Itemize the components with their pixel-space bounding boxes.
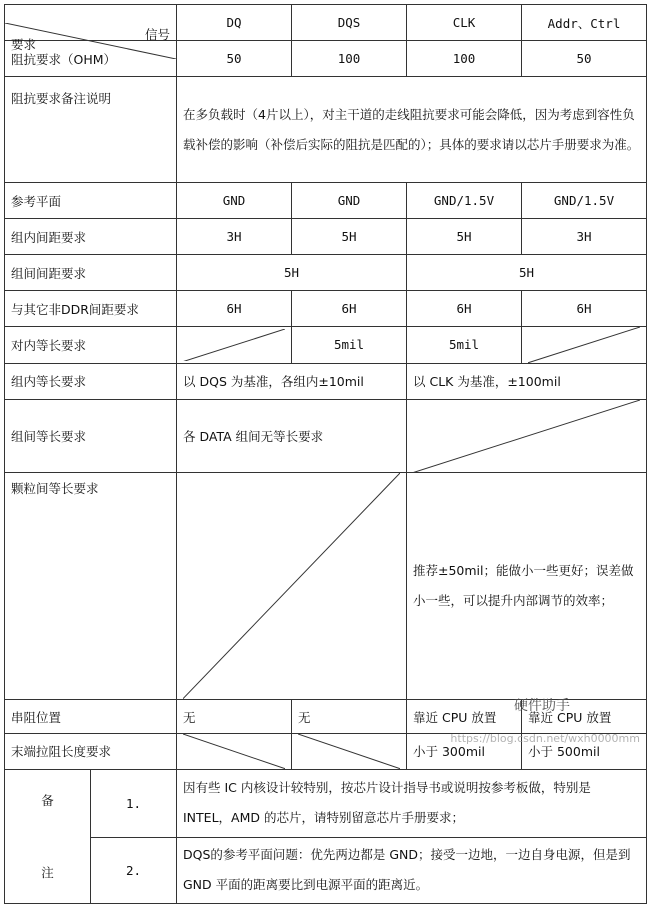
intra-spacing-dq: 3H	[177, 219, 292, 255]
impedance-dqs: 100	[292, 41, 407, 77]
remarks-label	[5, 769, 91, 903]
remark-2-text: DQS的参考平面问题：优先两边都是 GND；接受一边地，一边自身电源，但是到 GND 平面的距离要比到电源平面的距离近。	[177, 837, 647, 903]
other-spacing-dq: 6H	[177, 291, 292, 327]
other-spacing-clk: 6H	[407, 291, 522, 327]
remark-1-number: 1.	[91, 769, 177, 837]
requirement-header: 要求	[11, 36, 37, 52]
pair-length-dqs: 5mil	[292, 327, 407, 364]
remarks-label-top: 备	[41, 793, 54, 809]
pair-length-clk: 5mil	[407, 327, 522, 364]
col-header-addr-ctrl: Addr、Ctrl	[522, 5, 647, 41]
row-label-intra-spacing: 组内间距要求	[5, 219, 177, 255]
row-label-other-spacing: 与其它非DDR间距要求	[5, 291, 177, 327]
row-label-series-res: 串阻位置	[5, 700, 177, 734]
chip-length-data-empty	[177, 473, 407, 700]
other-spacing-dqs: 6H	[292, 291, 407, 327]
row-label-term-length: 末端拉阻长度要求	[5, 734, 177, 770]
intra-length-data: 以 DQS 为基准，各组内±10mil	[177, 363, 407, 399]
row-label-impedance-note: 阻抗要求备注说明	[5, 77, 177, 183]
header-diagonal-cell	[5, 5, 177, 52]
intra-spacing-clk: 5H	[407, 219, 522, 255]
row-label-intra-length: 组内等长要求	[5, 363, 177, 399]
impedance-clk: 100	[407, 41, 522, 77]
inter-length-data: 各 DATA 组间无等长要求	[177, 399, 407, 473]
pair-length-dq-empty	[177, 327, 292, 364]
ddr-routing-spec-table	[4, 4, 647, 904]
col-header-clk: CLK	[407, 5, 522, 41]
pair-length-addr-empty	[522, 327, 647, 364]
other-spacing-addr: 6H	[522, 291, 647, 327]
remark-1-text: 因有些 IC 内核设计较特别，按芯片设计指导书或说明按参考板做，特别是 INTEL，AMD 的芯片，请特别留意芯片手册要求；	[177, 769, 647, 837]
inter-spacing-data: 5H	[177, 255, 407, 291]
watermark-url: https://blog.csdn.net/wxh0000mm	[450, 732, 640, 745]
ref-plane-addr: GND/1.5V	[522, 183, 647, 219]
impedance-dq: 50	[177, 41, 292, 77]
series-res-dqs: 无	[292, 700, 407, 734]
intra-spacing-dqs: 5H	[292, 219, 407, 255]
ref-plane-dqs: GND	[292, 183, 407, 219]
signal-header: 信号	[144, 26, 170, 42]
row-label-impedance: 阻抗要求（OHM）	[5, 41, 177, 77]
intra-spacing-addr: 3H	[522, 219, 647, 255]
series-res-addr: 靠近 CPU 放置	[522, 700, 647, 734]
col-header-dqs: DQS	[292, 5, 407, 41]
ref-plane-clk: GND/1.5V	[407, 183, 522, 219]
impedance-note-text: 在多负载时（4片以上），对主干道的走线阻抗要求可能会降低，因为考虑到容性负载补偿的影响（补偿后实际的阻抗是匹配的）；具体的要求请以芯片手册要求为准。	[177, 77, 647, 183]
row-label-inter-length: 组间等长要求	[5, 399, 177, 473]
term-length-addr: 小于 500mil	[522, 734, 647, 770]
row-label-pair-length: 对内等长要求	[5, 327, 177, 364]
inter-length-ctrl-empty	[407, 399, 647, 473]
inter-spacing-ctrl: 5H	[407, 255, 647, 291]
series-res-dq: 无	[177, 700, 292, 734]
term-length-clk: 小于 300mil	[407, 734, 522, 770]
col-header-dq: DQ	[177, 5, 292, 41]
intra-length-clk: 以 CLK 为基准，±100mil	[407, 363, 647, 399]
ref-plane-dq: GND	[177, 183, 292, 219]
watermark-logo: 硬件助手	[514, 698, 570, 714]
row-label-chip-length: 颗粒间等长要求	[5, 473, 177, 700]
series-res-clk: 靠近 CPU 放置	[407, 700, 522, 734]
impedance-addr: 50	[522, 41, 647, 77]
term-length-dq-empty	[177, 734, 292, 770]
row-label-ref-plane: 参考平面	[5, 183, 177, 219]
remark-2-number: 2.	[91, 837, 177, 903]
remarks-label-bottom: 注	[41, 865, 54, 881]
term-length-dqs-empty	[292, 734, 407, 770]
row-label-inter-spacing: 组间间距要求	[5, 255, 177, 291]
chip-length-ctrl: 推荐±50mil；能做小一些更好；误差做小一些，可以提升内部调节的效率；	[407, 473, 647, 700]
